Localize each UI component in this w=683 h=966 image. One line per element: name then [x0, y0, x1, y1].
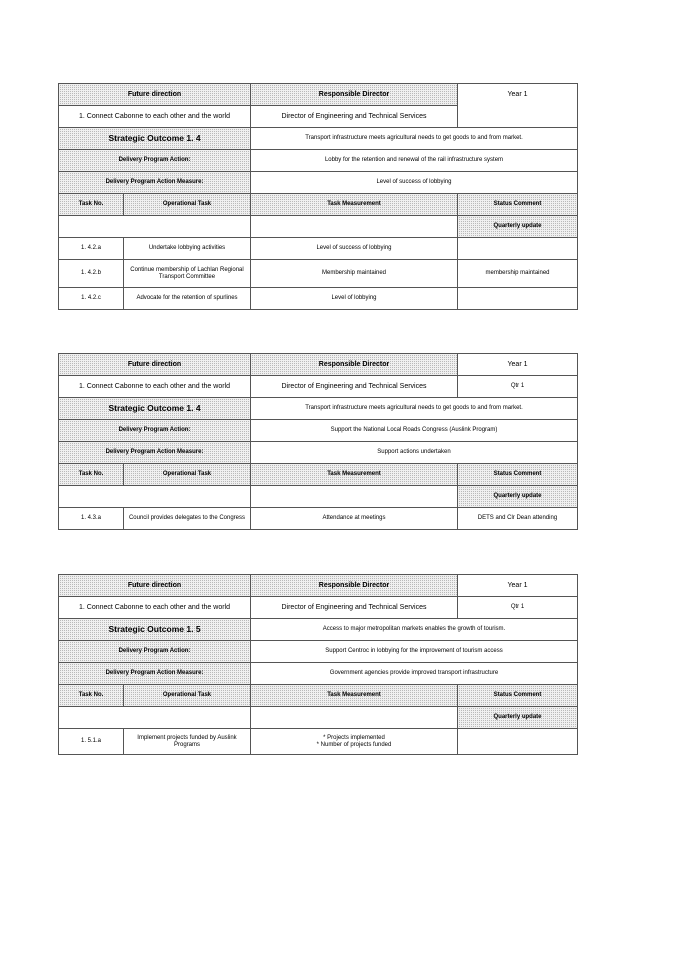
strategic-outcome-text: Access to major metropolitan markets enables the growth of tourism.	[251, 619, 578, 641]
director-value: Director of Engineering and Technical Services	[251, 106, 458, 128]
table-row	[59, 238, 578, 260]
operational-task-text: Advocate for the retention of spurlines	[124, 288, 251, 310]
task-measurement-text	[251, 729, 458, 755]
director-value: Director of Engineering and Technical Services	[251, 597, 458, 619]
future-direction-value: 1. Connect Cabonne to each other and the world	[59, 106, 251, 128]
quarter-label: Qtr 1	[458, 597, 578, 619]
status-comment-header: Status Comment	[458, 464, 578, 486]
responsible-director-header: Responsible Director	[251, 84, 458, 106]
delivery-program-action-measure-label: Delivery Program Action Measure:	[59, 442, 251, 464]
operational-plan-table-2	[58, 353, 577, 530]
task-no-header: Task No.	[59, 194, 124, 216]
operational-task-header: Operational Task	[124, 194, 251, 216]
operational-task-text: Council provides delegates to the Congress	[124, 508, 251, 530]
delivery-program-action-measure-value: Support actions undertaken	[251, 442, 578, 464]
task-measurement-text: Membership maintained	[251, 260, 458, 288]
task-no-header: Task No.	[59, 685, 124, 707]
strategic-outcome-label: Strategic Outcome 1. 4	[59, 398, 251, 420]
status-comment-text	[458, 729, 578, 755]
task-measurement-text: Attendance at meetings	[251, 508, 458, 530]
blank-cell	[251, 707, 458, 729]
operational-plan-table-1	[58, 83, 577, 310]
task-measurement-text: Level of lobbying	[251, 288, 458, 310]
task-no-header: Task No.	[59, 464, 124, 486]
task-number: 1. 4.2.b	[59, 260, 124, 288]
status-comment-header: Status Comment	[458, 685, 578, 707]
quarterly-update-header: Quarterly update	[458, 707, 578, 729]
quarterly-update-header: Quarterly update	[458, 216, 578, 238]
year-label: Year 1	[458, 575, 578, 597]
strategic-outcome-label: Strategic Outcome 1. 5	[59, 619, 251, 641]
future-direction-value: 1. Connect Cabonne to each other and the world	[59, 376, 251, 398]
quarterly-update-header: Quarterly update	[458, 486, 578, 508]
delivery-program-action-value: Support Centroc in lobbying for the improvement of tourism access	[251, 641, 578, 663]
quarter-label: Qtr 1	[458, 376, 578, 398]
strategic-outcome-label: Strategic Outcome 1. 4	[59, 128, 251, 150]
task-number: 1. 5.1.a	[59, 729, 124, 755]
future-direction-header: Future direction	[59, 575, 251, 597]
delivery-program-action-measure-label: Delivery Program Action Measure:	[59, 172, 251, 194]
task-number: 1. 4.2.a	[59, 238, 124, 260]
status-comment-text	[458, 288, 578, 310]
year-label: Year 1	[458, 354, 578, 376]
operational-task-header: Operational Task	[124, 685, 251, 707]
status-comment-text	[458, 238, 578, 260]
task-measurement-text: Level of success of lobbying	[251, 238, 458, 260]
task-number: 1. 4.2.c	[59, 288, 124, 310]
table-row	[59, 260, 578, 288]
responsible-director-header: Responsible Director	[251, 354, 458, 376]
future-direction-header: Future direction	[59, 354, 251, 376]
operational-task-header: Operational Task	[124, 464, 251, 486]
table-row	[59, 508, 578, 530]
delivery-program-action-label: Delivery Program Action:	[59, 420, 251, 442]
table-row	[59, 729, 578, 755]
status-comment-header: Status Comment	[458, 194, 578, 216]
measure-line: * Number of projects funded	[316, 741, 392, 748]
blank-cell	[59, 486, 251, 508]
director-value: Director of Engineering and Technical Services	[251, 376, 458, 398]
delivery-program-action-value: Lobby for the retention and renewal of the rail infrastructure system	[251, 150, 578, 172]
task-number: 1. 4.3.a	[59, 508, 124, 530]
delivery-program-action-label: Delivery Program Action:	[59, 641, 251, 663]
operational-plan-table-3	[58, 574, 577, 755]
operational-task-text: Continue membership of Lachlan Regional Transport Committee	[124, 260, 251, 288]
delivery-program-action-measure-value: Level of success of lobbying	[251, 172, 578, 194]
task-measurement-header: Task Measurement	[251, 685, 458, 707]
strategic-outcome-text: Transport infrastructure meets agricultural needs to get goods to and from market.	[251, 398, 578, 420]
future-direction-header: Future direction	[59, 84, 251, 106]
delivery-program-action-measure-label: Delivery Program Action Measure:	[59, 663, 251, 685]
blank-cell	[251, 216, 458, 238]
operational-task-text: Implement projects funded by Auslink Programs	[124, 729, 251, 755]
delivery-program-action-value: Support the National Local Roads Congress (Auslink Program)	[251, 420, 578, 442]
year-label: Year 1	[458, 84, 578, 128]
responsible-director-header: Responsible Director	[251, 575, 458, 597]
status-comment-text: DETS and Clr Dean attending	[458, 508, 578, 530]
blank-cell	[59, 216, 251, 238]
blank-cell	[59, 707, 251, 729]
blank-cell	[251, 486, 458, 508]
future-direction-value: 1. Connect Cabonne to each other and the world	[59, 597, 251, 619]
delivery-program-action-label: Delivery Program Action:	[59, 150, 251, 172]
status-comment-text: membership maintained	[458, 260, 578, 288]
task-measurement-header: Task Measurement	[251, 194, 458, 216]
strategic-outcome-text: Transport infrastructure meets agricultural needs to get goods to and from market.	[251, 128, 578, 150]
measure-line: * Projects implemented	[323, 734, 385, 741]
delivery-program-action-measure-value: Government agencies provide improved transport infrastructure	[251, 663, 578, 685]
operational-task-text: Undertake lobbying activities	[124, 238, 251, 260]
task-measurement-header: Task Measurement	[251, 464, 458, 486]
table-row	[59, 288, 578, 310]
